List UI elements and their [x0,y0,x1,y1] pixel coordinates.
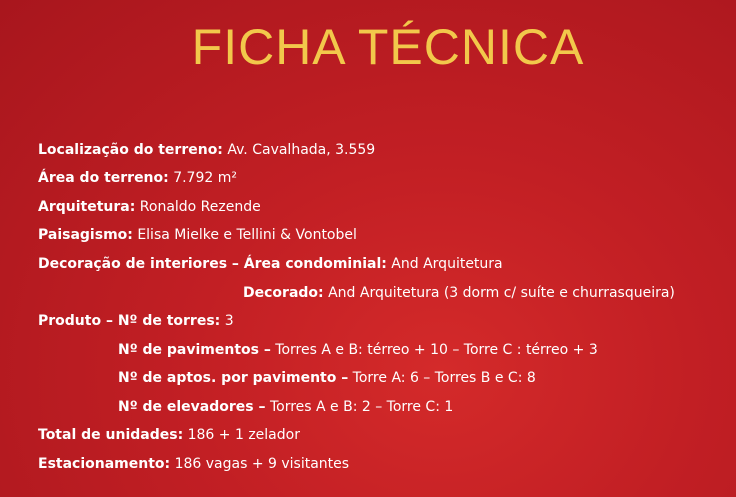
spec-row-decoracao [38,255,503,273]
spec-value: Torres A e B: térreo + 10 – Torre C : térreo + 3 [270,342,598,358]
spec-value: And Arquitetura (3 dorm c/ suíte e churrasqueira) [323,285,675,301]
spec-value: 186 + 1 zelador [183,427,300,443]
spec-value: 7.792 m² [168,170,237,186]
spec-label: Decorado: [243,285,324,301]
spec-label: Paisagismo: [38,227,133,243]
spec-label: Decoração de interiores – Área condominial: [38,256,387,272]
spec-label: Produto – Nº de torres: [38,313,221,329]
spec-value: 3 [220,313,234,329]
spec-value: Ronaldo Rezende [135,199,261,215]
spec-value: Torres A e B: 2 – Torre C: 1 [265,399,454,415]
spec-value: 186 vagas + 9 visitantes [170,456,350,472]
spec-row-decorado [243,284,675,302]
spec-row-produto [38,312,234,330]
spec-value: And Arquitetura [386,256,503,272]
spec-label: Nº de elevadores – [118,399,266,415]
spec-label: Nº de aptos. por pavimento – [118,370,349,386]
spec-row-paisagismo [38,226,357,244]
spec-label: Total de unidades: [38,427,184,443]
page-title: FICHA TÉCNICA [191,19,585,75]
spec-label: Nº de pavimentos – [118,342,271,358]
spec-label: Localização do terreno: [38,142,223,158]
spec-row-localizacao [38,141,375,159]
spec-label: Área do terreno: [38,170,169,186]
spec-row-arquitetura [38,198,261,216]
spec-row-unidades [38,426,300,444]
spec-row-aptos [118,369,536,387]
spec-row-pavimentos [118,341,598,359]
spec-label: Arquitetura: [38,199,136,215]
spec-row-elevadores [118,398,453,416]
spec-value: Av. Cavalhada, 3.559 [222,142,376,158]
spec-label: Estacionamento: [38,456,171,472]
spec-value: Torre A: 6 – Torres B e C: 8 [348,370,536,386]
spec-row-area [38,169,237,187]
spec-value: Elisa Mielke e Tellini & Vontobel [132,227,357,243]
spec-row-estacionamento [38,455,349,473]
